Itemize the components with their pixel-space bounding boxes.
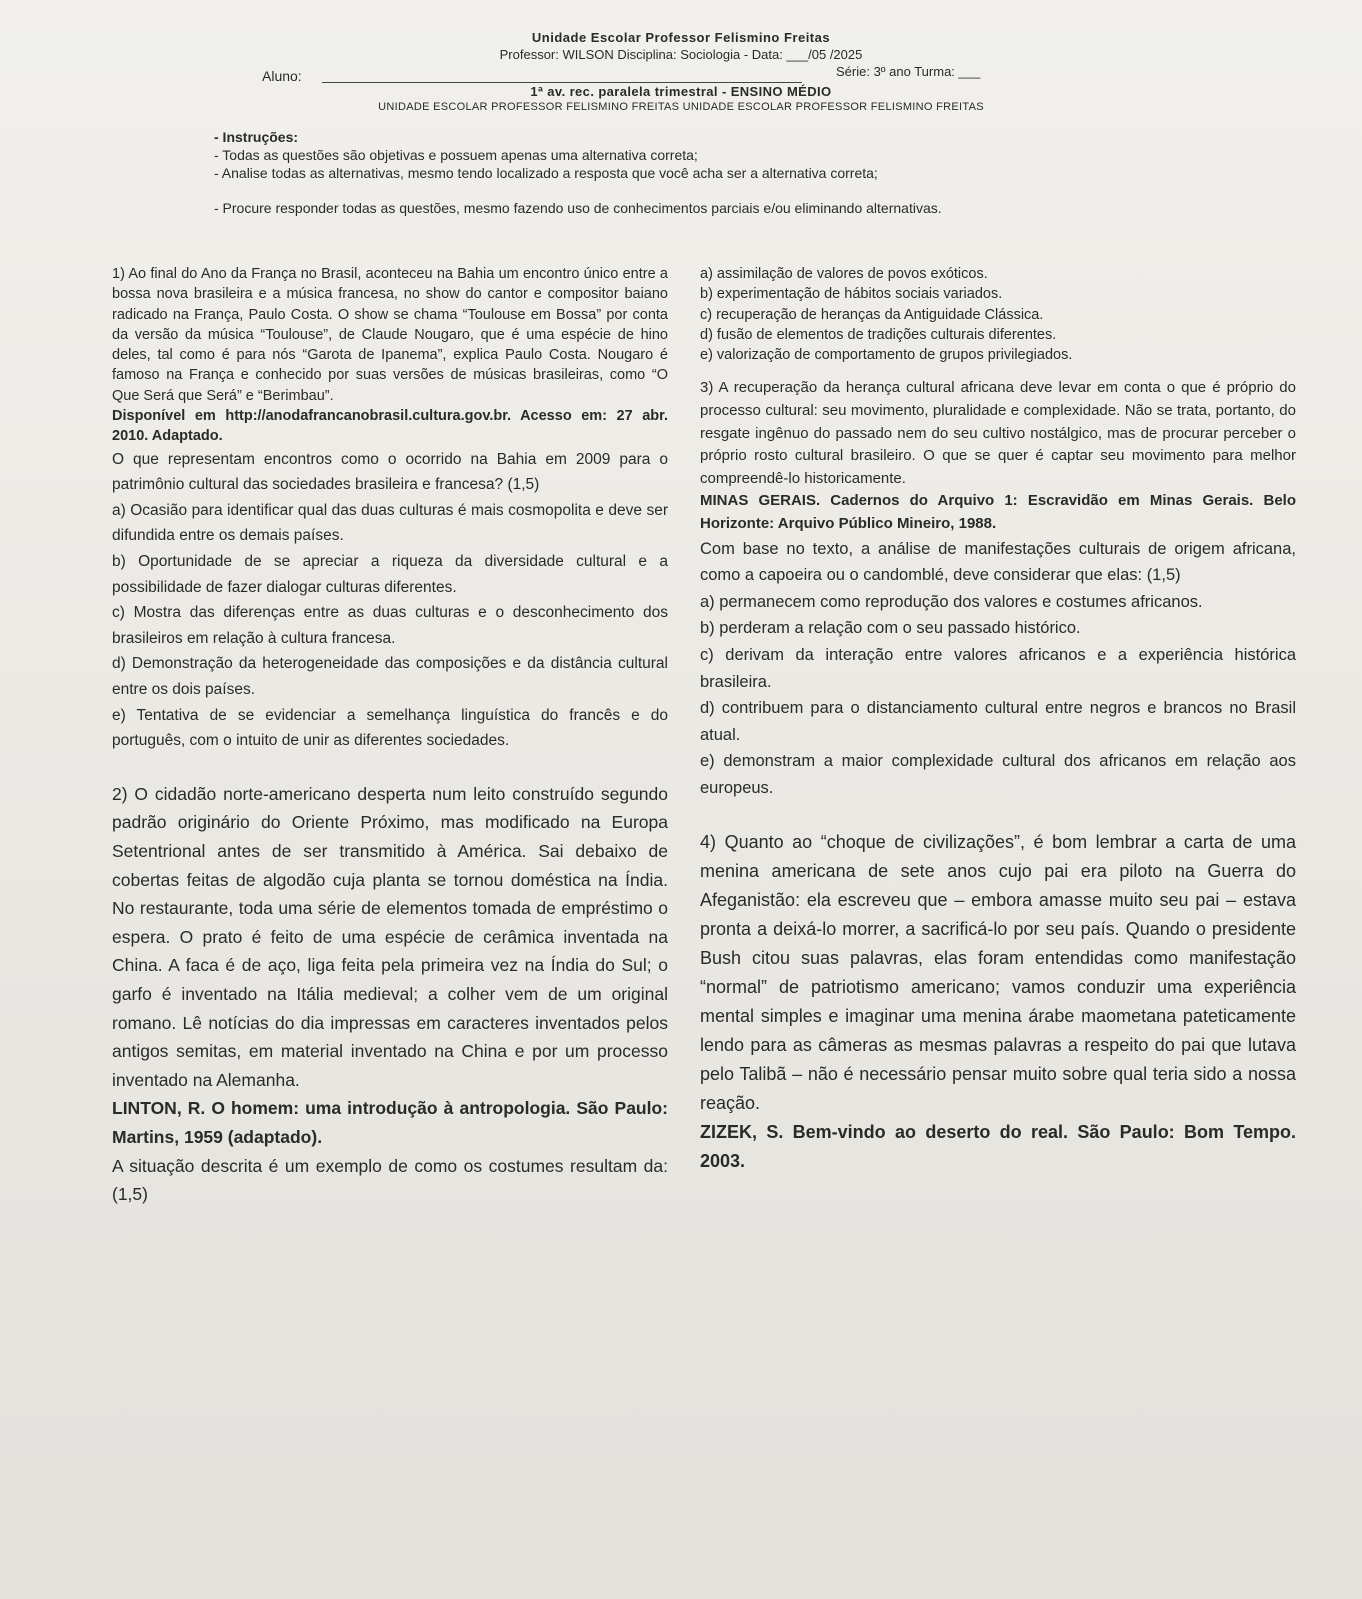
question-3-text: 3) A recuperação da herança cultural africana deve levar em conta o que é próprio do processo cultural: seu movimento, pluralidade e complexidade. Não se trata, portanto, do resgate ingênuo do passado nem do seu cultivo nostálgico, mas de procurar perceber o próprio rosto cultural brasileiro. O que se quer é captar seu movimento para melhor compreendê-lo historicamente. <box>700 379 1296 487</box>
question-4-source: ZIZEK, S. Bem-vindo ao deserto do real. São Paulo: Bom Tempo. 2003. <box>700 1121 1296 1171</box>
question-1-option-e[interactable]: e) Tentativa de se evidenciar a semelhança linguística do francês e do português, com o intuito de unir as diferentes sociedades. <box>112 706 668 750</box>
aluno-blank-line <box>322 82 802 83</box>
question-3-prompt-block <box>700 536 1296 802</box>
question-4-text: 4) Quanto ao “choque de civilizações”, é bom lembrar a carta de uma menina americana de sete anos cujo pai era piloto na Guerra do Afeganistão: ela escreveu que – embora amasse muito seu pai – estava pronta a deixá-lo morrer, a sacrificá-lo por seu país. Quando o presidente Bush citou suas palavras, elas foram entendidas como manifestação “normal” de patriotismo americano; vamos conduzir uma experiência mental simples e imaginar uma menina árabe maometana pateticamente lendo para as câmeras as mesmas palavras a respeito do pai que lutava pelo Talibã – não é necessário pensar muito sobre qual teria sido a nossa reação. <box>700 831 1296 1113</box>
question-3-source: MINAS GERAIS. Cadernos do Arquivo 1: Escravidão em Minas Gerais. Belo Horizonte: Arquivo Público Mineiro, 1988. <box>700 492 1296 533</box>
question-2-option-e[interactable]: e) valorização de comportamento de grupos privilegiados. <box>700 347 1073 364</box>
instruction-item: - Analise todas as alternativas, mesmo tendo localizado a resposta que você acha ser a alternativa correta; <box>214 165 878 181</box>
question-1-prompt: O que representam encontros como o ocorrido na Bahia em 2009 para o patrimônio cultural das sociedades brasileira e francesa? (1,5) <box>112 450 668 494</box>
question-2-option-c[interactable]: c) recuperação de heranças da Antiguidade Clássica. <box>700 306 1044 323</box>
question-2-options <box>700 264 1296 365</box>
question-1-prompt-block <box>112 447 668 754</box>
serie-line: Série: 3º ano Turma: ___ <box>836 64 981 79</box>
question-1-text: 1) Ao final do Ano da França no Brasil, aconteceu na Bahia um encontro único entre a bossa nova brasileira e a música francesa, no show do cantor e compositor baiano radicado na França, Paulo Costa. O show se chama “Toulouse em Bossa” por conta da versão da música “Toulouse”, de Claude Nougaro, que é uma espécie de hino deles, tal como é para nós “Garota de Ipanema”, explica Paulo Costa. Nougaro é famoso na França e conhecido por suas versões de músicas brasileiras, como “O Que Será que Será” e “Berimbau”. <box>112 266 668 404</box>
question-3-prompt: Com base no texto, a análise de manifestações culturais de origem africana, como a capoeira ou o candomblé, deve considerar que elas: (1,5) <box>700 539 1296 585</box>
instruction-item: - Procure responder todas as questões, mesmo fazendo uso de conhecimentos parciais e/ou eliminando alternativas. <box>214 200 942 216</box>
question-3-option-b[interactable]: b) perderam a relação com o seu passado histórico. <box>700 619 1081 638</box>
question-2-text: 2) O cidadão norte-americano desperta num leito construído segundo padrão originário do Oriente Próximo, mas modificado na Europa Setentrional antes de ser transmitido à América. Sai debaixo de cobertas feitas de algodão cuja planta se tornou doméstica na Índia. No restaurante, toda uma série de elementos tomada de empréstimo o espera. O prato é feito de uma espécie de cerâmica inventada na China. A faca é de aço, liga feita pela primeira vez na Índia do Sul; o garfo é inventado na Itália medieval; a colher vem de um original romano. Lê notícias do dia impressas em caracteres inventados pelos antigos semitas, em material inventado na China e por um processo inventado na Alemanha. <box>112 783 668 1090</box>
question-1-option-c[interactable]: c) Mostra das diferenças entre as duas culturas e o desconhecimento dos brasileiros em relação à cultura francesa. <box>112 604 668 647</box>
instructions-title: - Instruções: <box>214 129 299 145</box>
right-column <box>700 264 1296 1176</box>
aluno-label: Aluno: <box>262 68 302 84</box>
question-2-option-b[interactable]: b) experimentação de hábitos sociais variados. <box>700 286 1003 303</box>
question-1-option-b[interactable]: b) Oportunidade de se apreciar a riqueza da diversidade cultural e a possibilidade de fazer dialogar culturas diferentes. <box>112 553 668 596</box>
professor-line: Professor: WILSON Disciplina: Sociologia - Data: ___/05 /2025 <box>499 47 863 62</box>
question-1-block <box>112 264 668 447</box>
school-banner: UNIDADE ESCOLAR PROFESSOR FELISMINO FREITAS UNIDADE ESCOLAR PROFESSOR FELISMINO FREITAS <box>378 101 984 113</box>
exam-title: 1ª av. rec. paralela trimestral - ENSINO MÉDIO <box>530 84 832 99</box>
question-3-block <box>700 377 1296 535</box>
question-1-option-d[interactable]: d) Demonstração da heterogeneidade das composições e da distância cultural entre os dois países. <box>112 655 668 699</box>
question-1-source: Disponível em http://anodafrancanobrasil.cultura.gov.br. Acesso em: 27 abr. 2010. Adaptado. <box>112 408 668 445</box>
school-name: Unidade Escolar Professor Felismino Freitas <box>531 30 831 45</box>
question-2-option-d[interactable]: d) fusão de elementos de tradições culturais diferentes. <box>700 326 1057 343</box>
question-3-option-e[interactable]: e) demonstram a maior complexidade cultural dos africanos em relação aos europeus. <box>700 752 1296 797</box>
question-3-option-d[interactable]: d) contribuem para o distanciamento cultural entre negros e brancos no Brasil atual. <box>700 699 1296 744</box>
question-3-option-a[interactable]: a) permanecem como reprodução dos valores e costumes africanos. <box>700 592 1203 611</box>
question-2-prompt: A situação descrita é um exemplo de como os costumes resultam da: (1,5) <box>112 1155 668 1205</box>
question-2-source: LINTON, R. O homem: uma introdução à antropologia. São Paulo: Martins, 1959 (adaptado). <box>112 1098 668 1147</box>
question-2-block <box>112 780 668 1209</box>
left-column <box>112 264 668 1209</box>
question-2-option-a[interactable]: a) assimilação de valores de povos exóticos. <box>700 266 988 282</box>
question-4-block <box>700 828 1296 1176</box>
question-3-option-c[interactable]: c) derivam da interação entre valores africanos e a experiência histórica brasileira. <box>700 646 1296 691</box>
instruction-item: - Todas as questões são objetivas e possuem apenas uma alternativa correta; <box>214 147 698 163</box>
question-1-option-a[interactable]: a) Ocasião para identificar qual das duas culturas é mais cosmopolita e deve ser difundida entre os demais países. <box>112 501 668 545</box>
